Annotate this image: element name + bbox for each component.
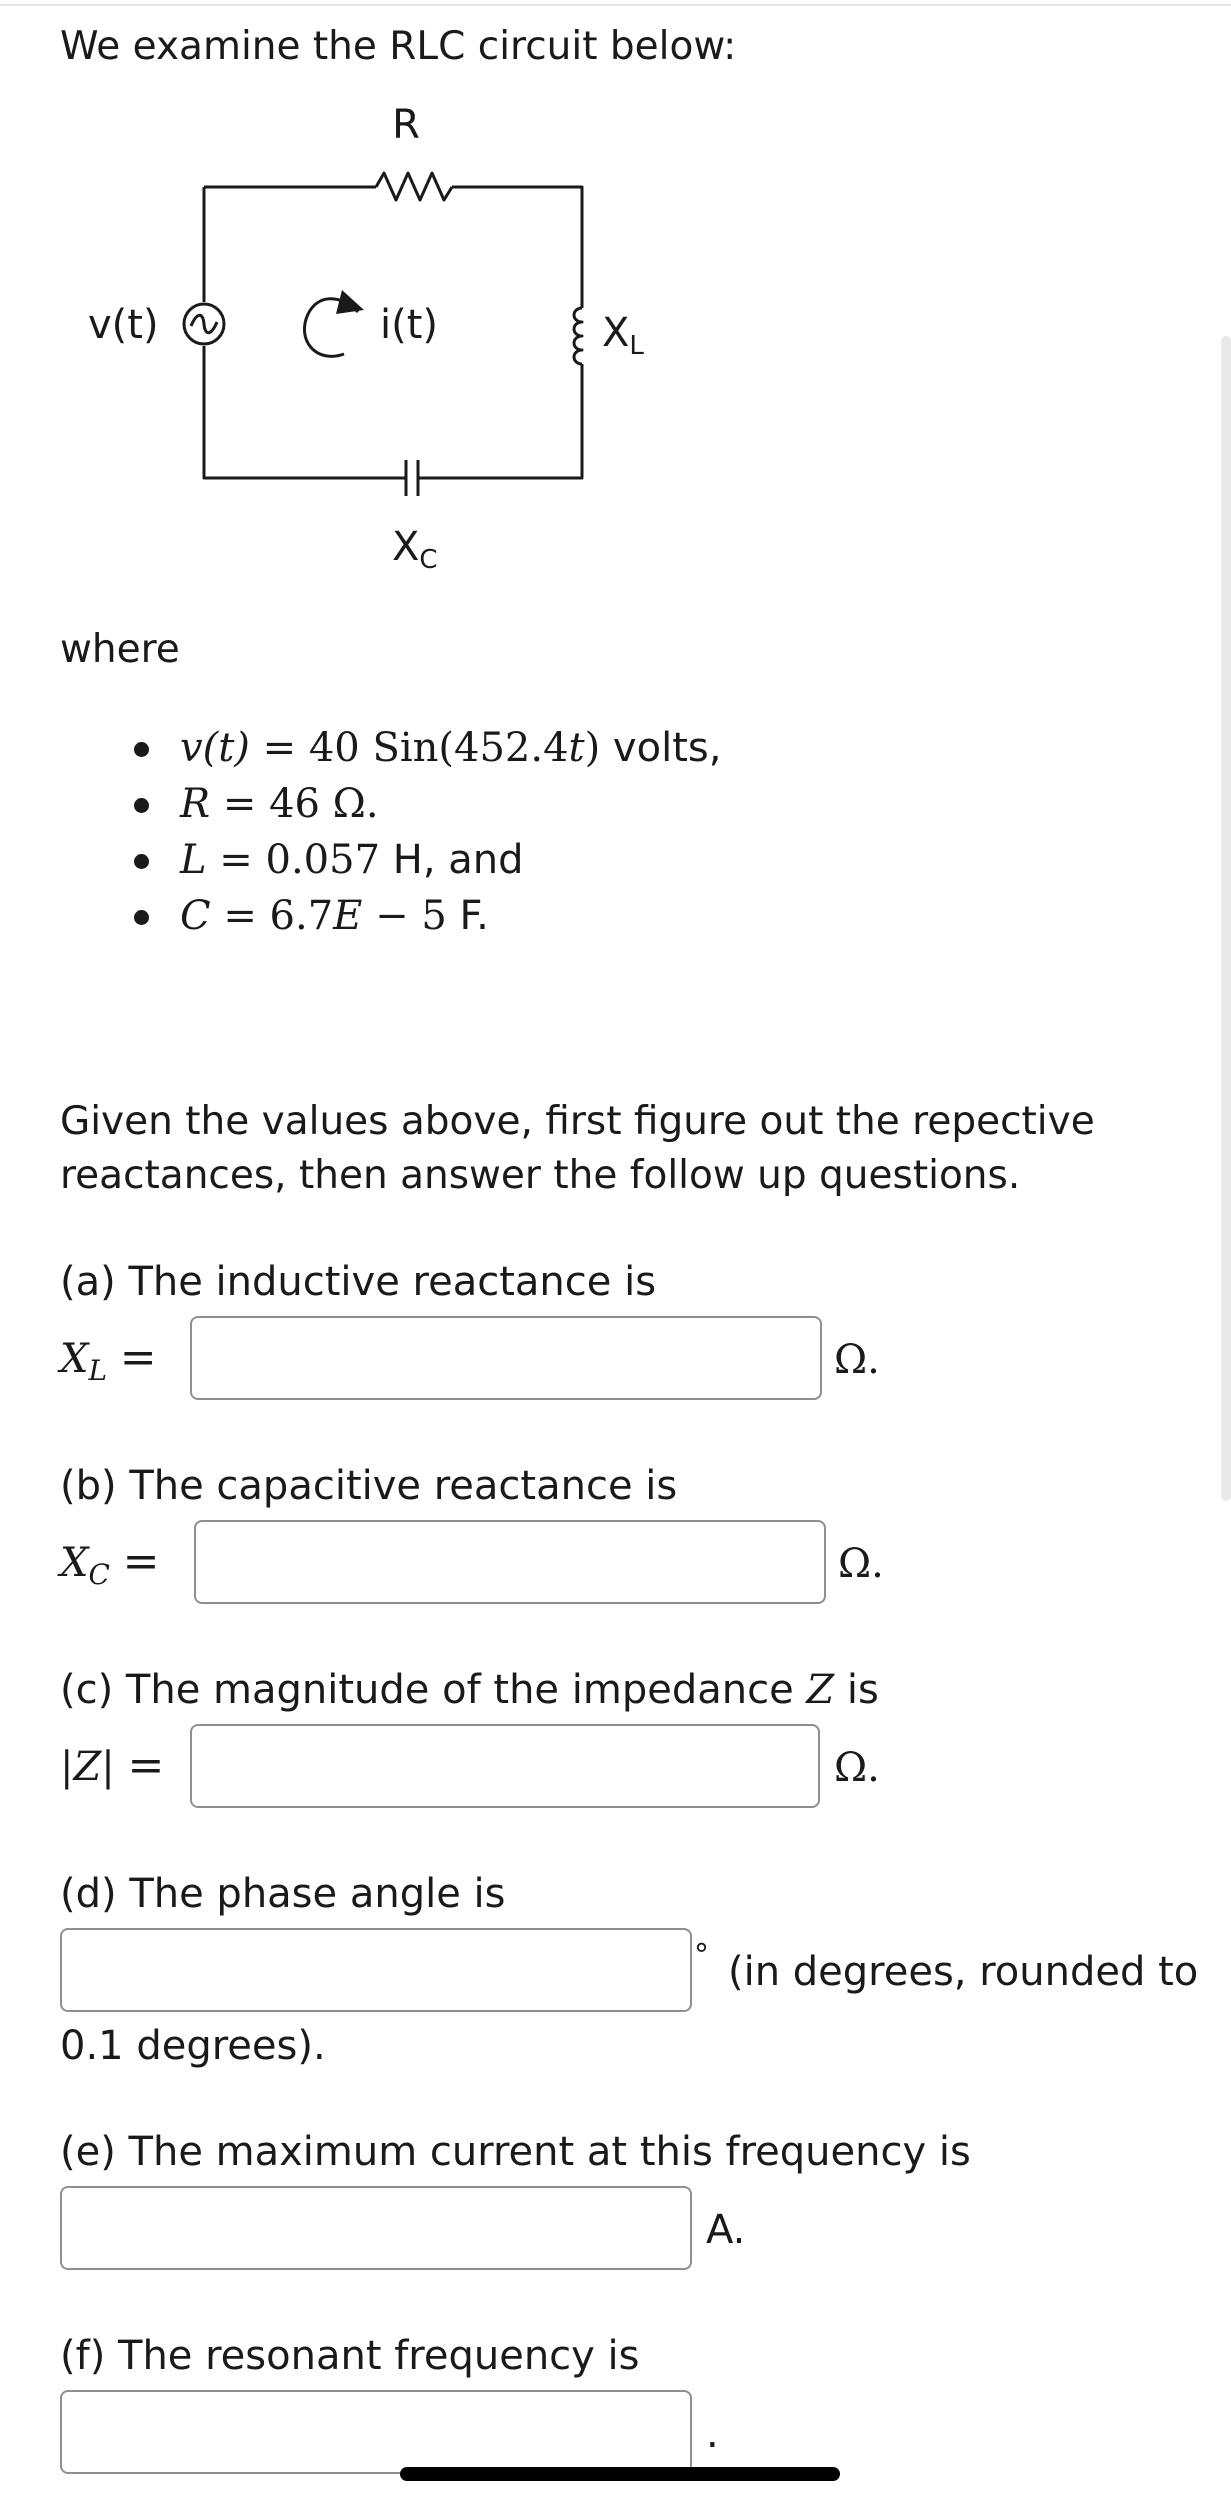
question-c-label: (c) The magnitude of the impedance Z is <box>60 1667 879 1713</box>
question-f-unit: . <box>706 2411 719 2457</box>
question-c-unit: Ω. <box>834 1745 880 1791</box>
rlc-circuit-diagram <box>0 90 760 600</box>
question-a-label: (a) The inductive reactance is <box>60 1259 657 1305</box>
question-e-label: (e) The maximum current at this frequency is <box>60 2129 971 2175</box>
question-b-label: (b) The capacitive reactance is <box>60 1463 678 1509</box>
capacitor-label: $X_C$ <box>392 524 438 575</box>
current-label: i(t) <box>380 302 439 348</box>
inductive-reactance-input[interactable] <box>190 1316 822 1400</box>
impedance-magnitude-input[interactable] <box>190 1724 820 1808</box>
inductor-label: $X_L$ <box>602 310 644 361</box>
question-d-continuation: 0.1 degrees). <box>60 2023 326 2069</box>
where-label: where <box>60 627 180 672</box>
instructions-line-1: Given the values above, first figure out the repective <box>60 1099 1095 1144</box>
question-e-unit: A. <box>706 2207 746 2253</box>
phase-angle-input[interactable] <box>60 1928 692 2012</box>
resistor-zigzag <box>376 173 452 200</box>
inductor-coil <box>574 308 582 364</box>
resonant-frequency-input[interactable] <box>60 2390 692 2474</box>
resistor-label: R <box>392 102 420 148</box>
given-inductance: L = 0.057 H, and <box>120 832 721 888</box>
given-capacitance: C = 6.7E − 5 F. <box>120 888 721 944</box>
top-divider <box>0 0 1231 6</box>
given-values-list <box>120 720 721 944</box>
question-d-unit-note: (in degrees, rounded to <box>728 1949 1199 1995</box>
degree-symbol: ° <box>694 1938 709 1973</box>
question-a-unit: Ω. <box>834 1337 880 1383</box>
capacitive-reactance-input[interactable] <box>194 1520 826 1604</box>
question-a-variable: $X_L$ = <box>60 1332 157 1387</box>
wire-top-right <box>452 187 582 308</box>
question-c-variable: |Z| = <box>60 1740 165 1791</box>
home-indicator[interactable] <box>400 2467 840 2481</box>
instructions-line-2: reactances, then answer the follow up questions. <box>60 1153 1021 1198</box>
voltage-label: v(t) <box>88 302 159 348</box>
given-voltage: v(t) = 40 Sin(452.4t) volts, <box>120 720 721 776</box>
question-d-label: (d) The phase angle is <box>60 1871 506 1917</box>
wire-bottom-left <box>204 346 406 478</box>
question-f-label: (f) The resonant frequency is <box>60 2333 640 2379</box>
current-arrow-head <box>336 290 364 314</box>
ac-source-wave <box>191 315 217 333</box>
scrollbar[interactable] <box>1221 336 1231 1501</box>
question-b-unit: Ω. <box>838 1541 884 1587</box>
wire-right-lower <box>418 364 582 478</box>
max-current-input[interactable] <box>60 2186 692 2270</box>
intro-text: We examine the RLC circuit below: <box>60 24 737 69</box>
question-b-variable: $X_C$ = <box>60 1536 160 1591</box>
given-resistance: R = 46 Ω. <box>120 776 721 832</box>
